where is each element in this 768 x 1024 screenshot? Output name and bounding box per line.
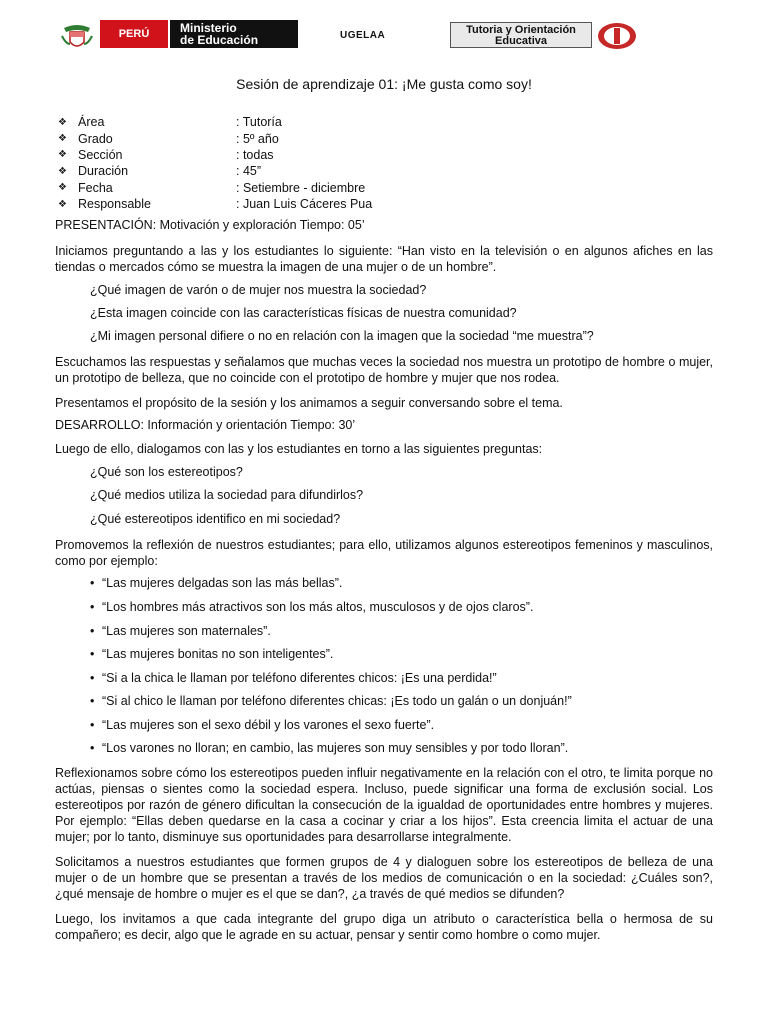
stereotype-list-item — [90, 671, 497, 685]
stereotype-list-item — [90, 624, 271, 638]
desarrollo-heading: DESARROLLO: Información y orientación Tiempo: 30’ — [55, 418, 356, 432]
diamond-bullet-icon: ❖ — [58, 149, 67, 161]
bullet-dot-icon: • — [90, 624, 95, 638]
info-value: : Juan Luis Cáceres Pua — [236, 197, 373, 212]
info-row — [58, 196, 372, 212]
info-value: : 45” — [236, 164, 262, 179]
bullet-dot-icon: • — [90, 600, 95, 614]
diamond-bullet-icon: ❖ — [58, 116, 67, 128]
presentacion-paragraph: Presentamos el propósito de la sesión y los animamos a seguir conversando sobre el tema. — [55, 396, 563, 410]
desarrollo-paragraph: Luego, los invitamos a que cada integrante del grupo diga un atributo o característica bella o hermosa de su compañero; es decir, algo que le agrade en su actuar, pensar y sentir como hombre o como mujer. — [55, 912, 713, 942]
bullet-dot-icon: • — [90, 576, 95, 590]
info-value: : 5º año — [236, 131, 279, 146]
desarrollo-paragraph: Reflexionamos sobre cómo los estereotipos pueden influir negativamente en la relación con el otro, te limita porque no actúas, piensas o sientes como la sociedad espera. Incluso, puede significar una forma de exclusión social. Los estereotipos por razón de género dificultan la consecución de la igualdad de oportunidades entre hombres y mujeres. Por ejemplo: “Ellas deben quedarse en la casa a cocinar y criar a los hijos”. Esta creencia limita el actuar de una mujer; por lo tanto, disminuye sus oportunidades para desarrollarse integralmente. — [55, 766, 713, 844]
diamond-bullet-icon: ❖ — [58, 165, 67, 177]
bullet-dot-icon: • — [90, 741, 95, 755]
page-header — [0, 0, 768, 62]
diamond-bullet-icon: ❖ — [58, 198, 67, 210]
presentacion-question: ¿Esta imagen coincide con las características físicas de nuestra comunidad? — [90, 306, 517, 320]
presentacion-intro: Iniciamos preguntando a las y los estudiantes lo siguiente: “Han visto en la televisión o en algunos afiches en las tiendas o mercados cómo se muestra la imagen de una mujer o de un hombre”. — [55, 244, 713, 274]
info-label: Fecha — [78, 180, 113, 195]
info-row — [58, 114, 372, 130]
presentacion-question: ¿Mi imagen personal difiere o no en relación con la imagen que la sociedad “me muestra”? — [90, 329, 594, 343]
ugel-label: UGELAA — [340, 30, 386, 41]
presentacion-heading: PRESENTACIÓN: Motivación y exploración Tiempo: 05’ — [55, 218, 365, 232]
stereotype-text: “Si al chico le llaman por teléfono diferentes chicas: ¡Es todo un galán o un donjuán!” — [102, 694, 572, 708]
stereotype-list-item — [90, 718, 434, 732]
stereotype-text: “Los varones no lloran; en cambio, las mujeres son muy sensibles y por todo lloran”. — [102, 741, 569, 755]
presentacion-question: ¿Qué imagen de varón o de mujer nos muestra la sociedad? — [90, 283, 427, 297]
stereotype-text: “Los hombres más atractivos son los más altos, musculosos y de ojos claros”. — [102, 600, 534, 614]
ugel-seal-icon — [596, 22, 638, 50]
info-row — [58, 180, 372, 196]
info-value: : Tutoría — [236, 115, 282, 130]
ministerio-line2: de Educación — [180, 33, 259, 47]
presentacion-paragraph: Escuchamos las respuestas y señalamos que muchas veces la sociedad nos muestra un prototipo de hombre o mujer, un prototipo de belleza, que no coincide con el prototipo de hombre y mujer que nos rodea. — [55, 355, 713, 385]
tutoria-line2: Educativa — [495, 35, 547, 47]
info-value: : Setiembre - diciembre — [236, 180, 366, 195]
ministerio-logo — [170, 20, 298, 48]
stereotype-list-item — [90, 694, 572, 708]
stereotype-text: “Las mujeres son maternales”. — [102, 624, 271, 638]
bullet-dot-icon: • — [90, 647, 95, 661]
stereotype-list-item — [90, 576, 342, 590]
diamond-bullet-icon: ❖ — [58, 182, 67, 194]
info-row — [58, 147, 372, 163]
info-label: Duración — [78, 164, 129, 179]
peru-coat-of-arms-icon — [60, 24, 94, 50]
stereotype-list-item — [90, 741, 568, 755]
bullet-dot-icon: • — [90, 694, 95, 708]
stereotype-text: “Las mujeres bonitas no son inteligentes”. — [102, 647, 334, 661]
tutoria-logo — [450, 22, 592, 48]
desarrollo-question: ¿Qué medios utiliza la sociedad para difundirlos? — [90, 488, 364, 502]
stereotype-text: “Las mujeres delgadas son las más bellas”. — [102, 576, 343, 590]
tutoria-line1: Tutoria y Orientación — [466, 24, 576, 36]
peru-label: PERÚ — [100, 20, 168, 48]
info-label: Grado — [78, 131, 113, 146]
session-info-list — [58, 114, 372, 212]
desarrollo-question: ¿Qué estereotipos identifico en mi sociedad? — [90, 512, 341, 526]
info-row — [58, 130, 372, 146]
info-label: Responsable — [78, 197, 151, 212]
ministerio-line1: Ministerio — [180, 21, 237, 35]
info-row — [58, 163, 372, 179]
diamond-bullet-icon: ❖ — [58, 133, 67, 145]
info-label: Área — [78, 115, 105, 130]
info-label: Sección — [78, 147, 123, 162]
desarrollo-intro: Luego de ello, dialogamos con las y los estudiantes en torno a las siguientes preguntas: — [55, 442, 543, 456]
page-title: Sesión de aprendizaje 01: ¡Me gusta como soy! — [236, 76, 532, 92]
stereotype-text: “Las mujeres son el sexo débil y los varones el sexo fuerte”. — [102, 718, 435, 732]
bullet-dot-icon: • — [90, 718, 95, 732]
desarrollo-paragraph: Promovemos la reflexión de nuestros estudiantes; para ello, utilizamos algunos estereotipos femeninos y masculinos, como por ejemplo: — [55, 538, 713, 568]
stereotype-list-item — [90, 647, 333, 661]
desarrollo-question: ¿Qué son los estereotipos? — [90, 465, 243, 479]
bullet-dot-icon: • — [90, 671, 95, 685]
stereotype-list-item — [90, 600, 533, 614]
stereotype-text: “Si a la chica le llaman por teléfono diferentes chicos: ¡Es una perdida!” — [102, 671, 497, 685]
info-value: : todas — [236, 147, 274, 162]
desarrollo-paragraph: Solicitamos a nuestros estudiantes que formen grupos de 4 y dialoguen sobre los estereotipos de belleza de una mujer o de un hombre que se presentan a través de los medios de comunicación o en la sociedad: ¿Cuáles son?, ¿qué mensaje de hombre o mujer es el que se dan?, ¿a través de qué medios se difunden? — [55, 855, 713, 901]
